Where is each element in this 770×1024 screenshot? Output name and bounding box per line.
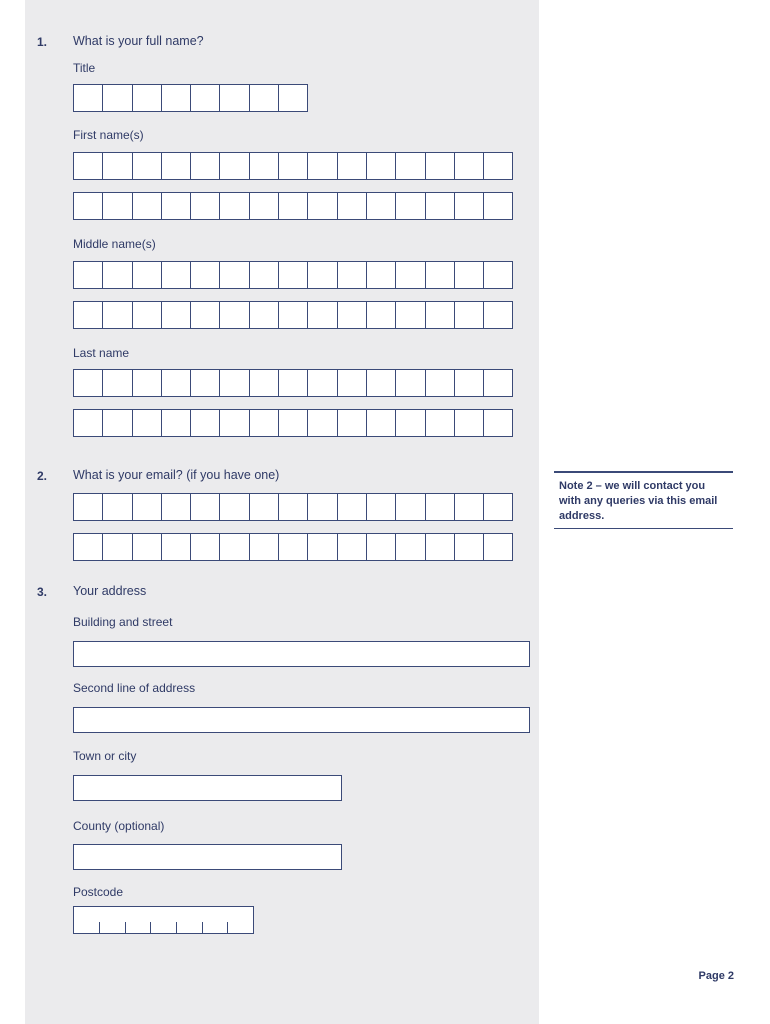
character-box[interactable] [133,192,162,220]
character-box[interactable] [396,409,425,437]
character-box[interactable] [162,533,191,561]
character-box[interactable] [455,409,484,437]
character-box[interactable] [103,409,132,437]
title-label: Title [73,61,96,75]
character-box[interactable] [367,152,396,180]
character-box[interactable] [162,192,191,220]
building-street-label: Building and street [73,615,173,629]
character-box[interactable] [103,301,132,329]
character-box[interactable] [133,301,162,329]
character-box[interactable] [367,493,396,521]
first-names-input-line-2[interactable] [73,192,513,220]
character-box[interactable] [162,493,191,521]
character-box[interactable] [74,261,103,289]
character-box[interactable] [133,533,162,561]
last-name-input-line-1[interactable] [73,369,513,397]
character-box[interactable] [279,301,308,329]
character-box[interactable] [279,493,308,521]
character-box[interactable] [308,409,337,437]
character-box[interactable] [191,493,220,521]
character-box[interactable] [484,261,513,289]
character-box[interactable] [250,192,279,220]
character-box[interactable] [250,493,279,521]
character-box[interactable] [103,493,132,521]
character-box[interactable] [426,369,455,397]
character-box[interactable] [250,261,279,289]
character-box[interactable] [484,533,513,561]
middle-names-input-line-2[interactable] [73,301,513,329]
character-box[interactable] [426,261,455,289]
character-box[interactable] [250,533,279,561]
character-box[interactable] [484,369,513,397]
character-box[interactable] [191,192,220,220]
question-3-number: 3. [37,585,48,599]
character-box[interactable] [308,301,337,329]
character-box[interactable] [74,493,103,521]
email-note-text: Note 2 – we will contact you with any queries via this email address. [559,480,718,522]
character-box[interactable] [396,192,425,220]
character-box[interactable] [308,493,337,521]
character-box[interactable] [250,152,279,180]
character-box[interactable] [103,369,132,397]
character-box[interactable] [426,301,455,329]
character-box[interactable] [220,301,249,329]
character-box[interactable] [367,301,396,329]
question-2-text: What is your email? (if you have one) [73,468,280,482]
character-box[interactable] [426,533,455,561]
title-input[interactable] [73,84,308,112]
character-box[interactable] [191,533,220,561]
character-box[interactable] [250,369,279,397]
character-box[interactable] [455,192,484,220]
character-box[interactable] [426,493,455,521]
character-box[interactable] [484,192,513,220]
postcode-divider [227,922,228,933]
character-box[interactable] [455,533,484,561]
character-box[interactable] [396,369,425,397]
character-box[interactable] [484,409,513,437]
character-box[interactable] [162,369,191,397]
character-box[interactable] [338,301,367,329]
character-box[interactable] [133,409,162,437]
building-street-input[interactable] [73,641,530,667]
town-city-input[interactable] [73,775,342,801]
character-box[interactable] [74,84,103,112]
question-1-number: 1. [37,35,48,49]
character-box[interactable] [484,152,513,180]
character-box[interactable] [426,192,455,220]
question-2-number: 2. [37,469,48,483]
character-box[interactable] [338,409,367,437]
character-box[interactable] [308,192,337,220]
character-box[interactable] [279,409,308,437]
last-name-input-line-2[interactable] [73,409,513,437]
character-box[interactable] [484,493,513,521]
postcode-divider [150,922,151,933]
county-input[interactable] [73,844,342,870]
character-box[interactable] [220,369,249,397]
character-box[interactable] [455,493,484,521]
character-box[interactable] [220,409,249,437]
character-box[interactable] [367,533,396,561]
character-box[interactable] [367,409,396,437]
postcode-divider [176,922,177,933]
character-box[interactable] [279,152,308,180]
character-box[interactable] [426,409,455,437]
character-box[interactable] [191,152,220,180]
character-box[interactable] [455,369,484,397]
character-box[interactable] [74,152,103,180]
character-box[interactable] [396,301,425,329]
county-label: County (optional) [73,819,165,833]
character-box[interactable] [279,533,308,561]
character-box[interactable] [133,84,162,112]
character-box[interactable] [74,301,103,329]
email-input-line-1[interactable] [73,493,513,521]
character-box[interactable] [250,301,279,329]
character-box[interactable] [308,261,337,289]
character-box[interactable] [74,369,103,397]
character-box[interactable] [103,152,132,180]
character-box[interactable] [396,533,425,561]
character-box[interactable] [338,369,367,397]
character-box[interactable] [103,192,132,220]
character-box[interactable] [484,301,513,329]
character-box[interactable] [220,261,249,289]
character-box[interactable] [220,84,249,112]
character-box[interactable] [74,409,103,437]
character-box[interactable] [279,261,308,289]
character-box[interactable] [162,301,191,329]
character-box[interactable] [308,152,337,180]
first-names-input-line-1[interactable] [73,152,513,180]
town-city-label: Town or city [73,749,137,763]
character-box[interactable] [220,533,249,561]
character-box[interactable] [279,369,308,397]
character-box[interactable] [220,152,249,180]
character-box[interactable] [338,192,367,220]
character-box[interactable] [367,261,396,289]
character-box[interactable] [74,192,103,220]
character-box[interactable] [367,192,396,220]
postcode-label: Postcode [73,885,124,899]
middle-names-input-line-1[interactable] [73,261,513,289]
character-box[interactable] [220,493,249,521]
character-box[interactable] [455,261,484,289]
character-box[interactable] [103,533,132,561]
middle-names-label: Middle name(s) [73,237,156,251]
character-box[interactable] [279,192,308,220]
character-box[interactable] [338,261,367,289]
character-box[interactable] [250,409,279,437]
character-box[interactable] [133,369,162,397]
character-box[interactable] [191,84,220,112]
postcode-divider [125,922,126,933]
first-names-label: First name(s) [73,128,144,142]
character-box[interactable] [455,152,484,180]
character-box[interactable] [191,409,220,437]
second-line-label: Second line of address [73,681,196,695]
character-box[interactable] [338,493,367,521]
character-box[interactable] [191,301,220,329]
character-box[interactable] [162,261,191,289]
character-box[interactable] [133,152,162,180]
character-box[interactable] [162,84,191,112]
character-box[interactable] [426,152,455,180]
character-box[interactable] [250,84,279,112]
character-box[interactable] [74,533,103,561]
character-box[interactable] [162,409,191,437]
character-box[interactable] [220,192,249,220]
postcode-divider [99,922,100,933]
character-box[interactable] [338,152,367,180]
character-box[interactable] [455,301,484,329]
character-box[interactable] [191,369,220,397]
character-box[interactable] [133,261,162,289]
character-box[interactable] [367,369,396,397]
character-box[interactable] [162,152,191,180]
email-input-line-2[interactable] [73,533,513,561]
character-box[interactable] [308,533,337,561]
character-box[interactable] [103,84,132,112]
postcode-divider [202,922,203,933]
character-box[interactable] [396,152,425,180]
character-box[interactable] [396,493,425,521]
second-line-input[interactable] [73,707,530,733]
character-box[interactable] [308,369,337,397]
postcode-input[interactable] [73,906,254,934]
character-box[interactable] [133,493,162,521]
last-name-label: Last name [73,346,130,360]
character-box[interactable] [191,261,220,289]
email-note [554,471,733,529]
character-box[interactable] [103,261,132,289]
character-box[interactable] [396,261,425,289]
character-box[interactable] [338,533,367,561]
question-1-text: What is your full name? [73,34,204,48]
page-number: Page 2 [698,970,734,982]
character-box[interactable] [279,84,308,112]
question-3-text: Your address [73,584,147,598]
